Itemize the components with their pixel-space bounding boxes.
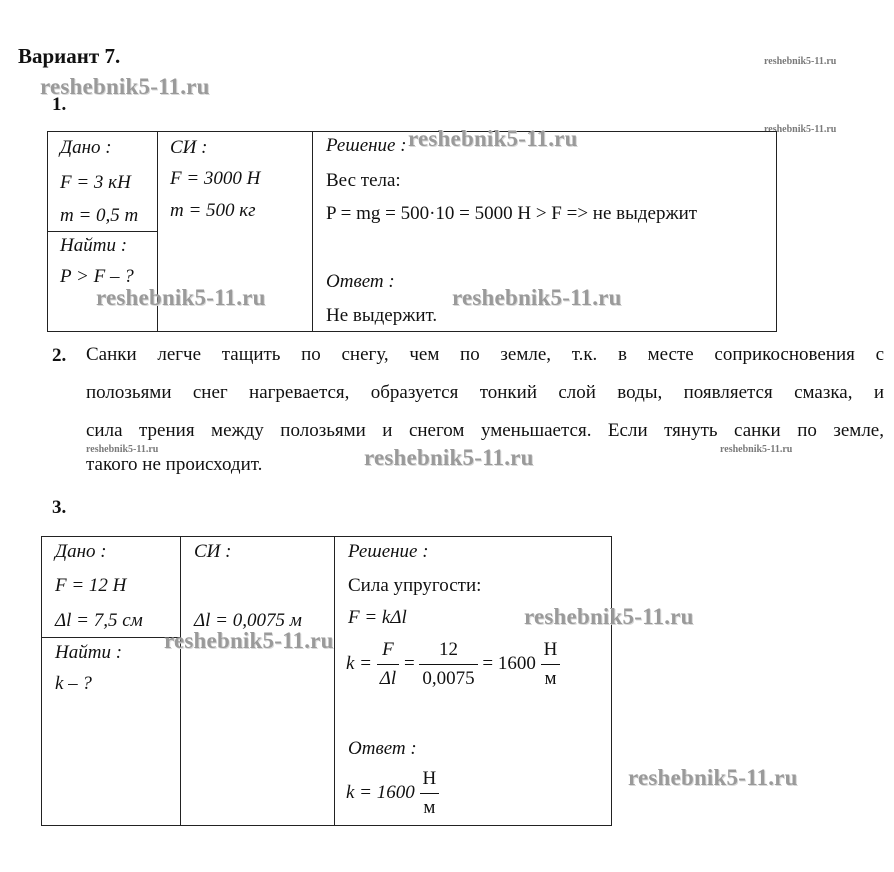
task1-solution-line: Вес тела: xyxy=(326,170,401,191)
task3-find-header: Найти : xyxy=(55,642,123,663)
watermark: reshebnik5-11.ru xyxy=(764,56,837,67)
task1-divider xyxy=(312,131,313,332)
task2-line: сила трения между полозьями и снегом уменьшается. Если тянуть санки по земле, xyxy=(86,420,884,441)
watermark: reshebnik5-11.ru xyxy=(628,765,798,790)
unit-fraction: $\frac{Н}{м}$ xyxy=(541,636,561,693)
watermark: reshebnik5-11.ru xyxy=(96,285,266,310)
task3-answer-header: Ответ : xyxy=(348,738,417,759)
watermark: reshebnik5-11.ru xyxy=(764,124,837,135)
watermark: reshebnik5-11.ru xyxy=(720,444,793,455)
fraction: $\frac{12}{0,0075}$ xyxy=(419,636,477,693)
task3-divider xyxy=(334,536,335,826)
task3-find-value: k – ? xyxy=(55,673,92,694)
task1-answer-header: Ответ : xyxy=(326,271,395,292)
unit-fraction: $\frac{Н}{м}$ xyxy=(420,765,440,822)
watermark: reshebnik5-11.ru xyxy=(164,628,334,653)
task2-line: Санки легче тащить по снегу, чем по земле, т.к. в месте соприкосновения с xyxy=(86,344,884,365)
task3-divider xyxy=(41,637,180,638)
fraction: $\frac{F}{\Delta l}$ xyxy=(377,636,399,693)
variant-title: Вариант 7. xyxy=(18,44,121,68)
task1-si-header: СИ : xyxy=(170,137,208,158)
task3-number: 3. xyxy=(52,497,67,518)
task1-find-value: P > F – ? xyxy=(60,266,134,287)
watermark: reshebnik5-11.ru xyxy=(40,74,210,99)
watermark: reshebnik5-11.ru xyxy=(524,604,694,629)
watermark: reshebnik5-11.ru xyxy=(364,445,534,470)
task3-answer: k = 1600 $\frac{Н}{м}$ xyxy=(346,765,439,822)
task1-given-header: Дано : xyxy=(60,137,112,158)
task1-divider xyxy=(47,231,157,232)
task3-si-header: СИ : xyxy=(194,541,232,562)
task3-given-value: F = 12 Н xyxy=(55,575,127,596)
task3-divider xyxy=(180,536,181,826)
task1-answer: Не выдержит. xyxy=(326,305,438,326)
task3-given-value: Δl = 7,5 см xyxy=(55,610,143,631)
task3-solution-label: Сила упругости: xyxy=(348,575,482,596)
task2-line: полозьями снег нагревается, образуется тонкий слой воды, появляется смазка, и xyxy=(86,382,884,403)
task2-number: 2. xyxy=(52,345,67,366)
task1-si-value: F = 3000 Н xyxy=(170,168,261,189)
watermark: reshebnik5-11.ru xyxy=(452,285,622,310)
watermark: reshebnik5-11.ru xyxy=(408,126,578,151)
task3-solution-header: Решение : xyxy=(348,541,429,562)
task3-given-header: Дано : xyxy=(55,541,107,562)
task3-si-value: Δl = 0,0075 м xyxy=(194,610,302,631)
task1-given-value: F = 3 кН xyxy=(60,172,131,193)
task1-solution-header: Решение : xyxy=(326,135,407,156)
task1-si-value: m = 500 кг xyxy=(170,200,256,221)
task1-number: 1. xyxy=(52,94,67,115)
watermark: reshebnik5-11.ru xyxy=(86,444,159,455)
task3-formula: F = kΔl xyxy=(348,607,407,628)
task1-find-header: Найти : xyxy=(60,235,128,256)
task1-given-value: m = 0,5 т xyxy=(60,205,139,226)
task1-solution-formula: P = mg = 500·10 = 5000 Н > F => не выдержит xyxy=(326,203,698,224)
task3-k-expression: k = $\frac{F}{\Delta l}$ = $\frac{12}{0,0075}$ = 1600 $\frac{Н}{м}$ xyxy=(346,636,560,693)
task2-line: такого не происходит. xyxy=(86,454,263,475)
